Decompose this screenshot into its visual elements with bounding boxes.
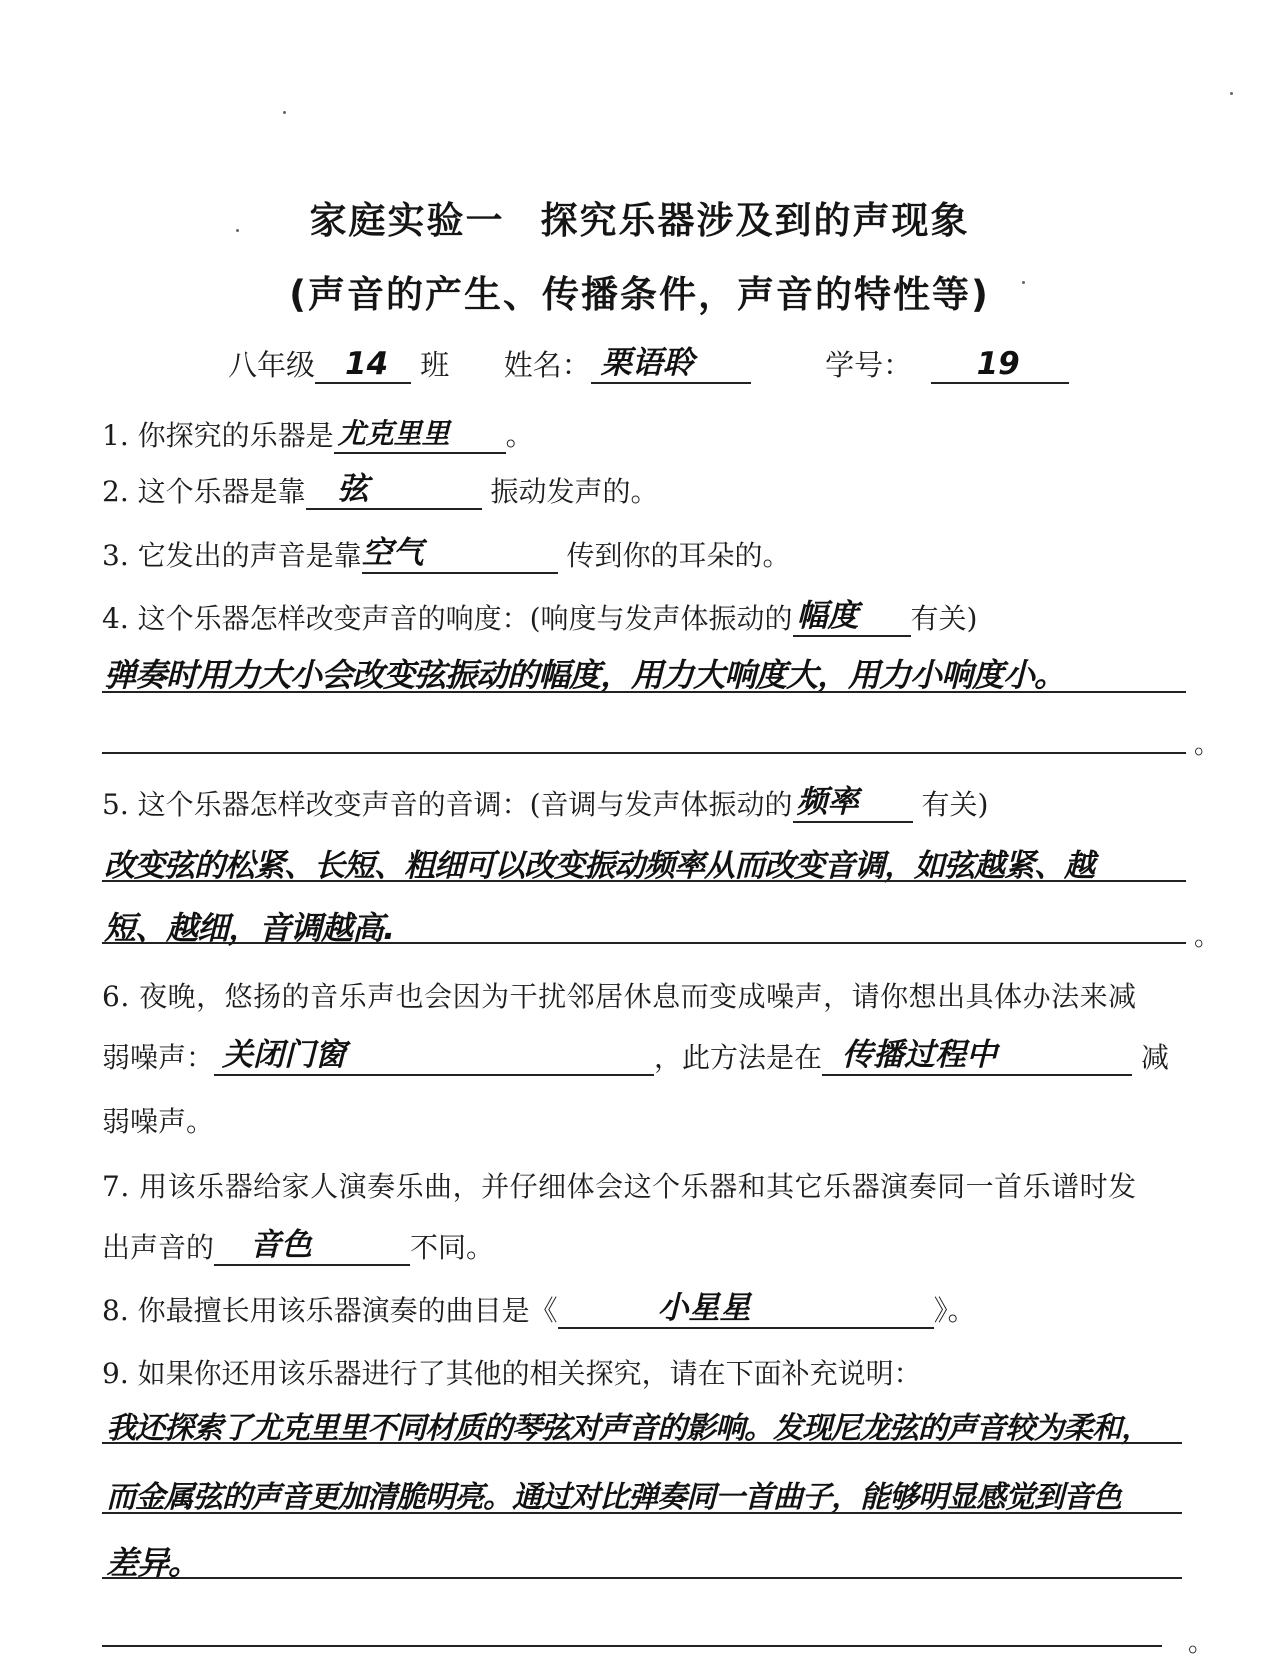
title-part-b: 探究乐器涉及到的声现象: [540, 199, 970, 242]
q1-answer: 尤克里里: [337, 417, 450, 450]
question-1: [102, 414, 534, 454]
q7-answer-field: [214, 1227, 410, 1266]
q3-answer-field: [361, 535, 558, 574]
q7-answer: 音色: [250, 1227, 313, 1263]
q2-answer: 弦: [337, 471, 369, 507]
name-field: [591, 345, 751, 384]
answer-rule: [102, 752, 1186, 754]
answer-rule: [102, 1512, 1182, 1514]
id-field: [931, 348, 1069, 384]
class-field: [315, 348, 411, 384]
class-label: 班: [420, 348, 450, 382]
q2-prefix: 2. 这个乐器是靠: [102, 475, 306, 508]
answer-rule: [102, 1577, 1182, 1579]
question-7-line-2: [102, 1226, 494, 1266]
q6-answer-2: 传播过程中: [842, 1037, 998, 1073]
question-6-line-2: [102, 1036, 1169, 1076]
q8-prefix: 8. 你最擅长用该乐器演奏的曲目是《: [102, 1294, 558, 1327]
q3-answer: 空气: [361, 535, 424, 571]
q4-suffix: 有关): [910, 602, 978, 635]
answer-rule: [102, 1645, 1162, 1647]
q4-answer-field: [793, 598, 911, 637]
q5-answer-line-2: 短、越细，音调越高.: [104, 909, 395, 947]
q5-answer-field: [793, 784, 913, 823]
q2-suffix: 振动发声的。: [490, 475, 659, 508]
q5-end-mark: 。: [1194, 922, 1221, 952]
q6-middle: ，此方法是在: [654, 1041, 823, 1074]
q9-end-mark: 。: [1188, 1628, 1215, 1658]
class-value: 14: [345, 346, 389, 382]
q3-suffix: 传到你的耳朵的。: [566, 539, 791, 572]
q2-answer-field: [306, 471, 482, 510]
scan-speck: [283, 111, 286, 114]
student-info-row: [228, 343, 1069, 384]
q8-answer: 小星星: [657, 1290, 751, 1326]
q6-suffix: 减: [1140, 1041, 1169, 1074]
q7-prefix: 出声音的: [102, 1231, 215, 1264]
q7-suffix: 不同。: [410, 1231, 495, 1264]
q6-prefix: 弱噪声：: [102, 1041, 215, 1074]
answer-rule: [102, 880, 1186, 882]
q8-suffix: 》。: [933, 1294, 976, 1327]
q5-answer-line-1: 改变弦的松紧、长短、粗细可以改变振动频率从而改变音调，如弦越紧、越: [104, 848, 1094, 884]
q9-answer-line-1: 我还探索了尤克里里不同材质的琴弦对声音的影响。发现尼龙弦的声音较为柔和，: [106, 1411, 1150, 1446]
q5-answer: 频率: [796, 784, 859, 820]
question-8: [102, 1289, 976, 1329]
q9-answer-line-3: 差异。: [106, 1544, 200, 1582]
q6-answer-1: 关闭门窗: [222, 1037, 347, 1073]
question-4: [102, 597, 977, 637]
q8-answer-field: [558, 1290, 934, 1329]
question-5: [102, 783, 988, 823]
q5-suffix: 有关): [921, 788, 989, 821]
answer-rule: [102, 691, 1186, 693]
q1-answer-field: [334, 418, 506, 454]
question-6-line-3: 弱噪声。: [102, 1105, 215, 1138]
q4-answer: 幅度: [796, 598, 859, 634]
grade-label: 八年级: [228, 348, 316, 382]
question-6-line-1: 6. 夜晚，悠扬的音乐声也会因为干扰邻居休息而变成噪声，请你想出具体办法来减: [102, 980, 1137, 1013]
title-part-a: 家庭实验一: [309, 199, 505, 242]
q1-prefix: 1. 你探究的乐器是: [102, 419, 334, 452]
question-9: 9. 如果你还用该乐器进行了其他的相关探究，请在下面补充说明：: [102, 1357, 922, 1390]
id-label: 学号：: [825, 348, 913, 382]
q6-answer-2-field: [822, 1037, 1132, 1076]
page-subtitle: (声音的产生、传播条件，声音的特性等): [289, 273, 990, 316]
q4-prefix: 4. 这个乐器怎样改变声音的响度：(响度与发声体振动的: [102, 602, 793, 635]
name-label: 姓名：: [503, 348, 591, 382]
id-value: 19: [976, 346, 1020, 382]
page-title: [0, 190, 1279, 244]
name-value: 栗语聆: [600, 345, 694, 381]
q6-answer-1-field: [214, 1037, 654, 1076]
scan-speck: [1230, 92, 1233, 95]
q9-answer-line-2: 而金属弦的声音更加清脆明亮。通过对比弹奏同一首曲子，能够明显感觉到音色: [106, 1480, 1121, 1515]
q1-suffix: 。: [505, 419, 534, 452]
question-3: [102, 534, 791, 574]
q3-prefix: 3. 它发出的声音是靠: [102, 539, 362, 572]
answer-rule: [102, 942, 1186, 944]
question-2: [102, 470, 659, 510]
q5-prefix: 5. 这个乐器怎样改变声音的音调：(音调与发声体振动的: [102, 788, 793, 821]
q4-end-mark: 。: [1194, 730, 1221, 760]
question-7-line-1: 7. 用该乐器给家人演奏乐曲，并仔细体会这个乐器和其它乐器演奏同一首乐谱时发: [102, 1170, 1137, 1203]
answer-rule: [102, 1442, 1182, 1444]
q4-answer-line-1: 弹奏时用力大小会改变弦振动的幅度，用力大响度大，用力小响度小。: [104, 656, 1066, 694]
